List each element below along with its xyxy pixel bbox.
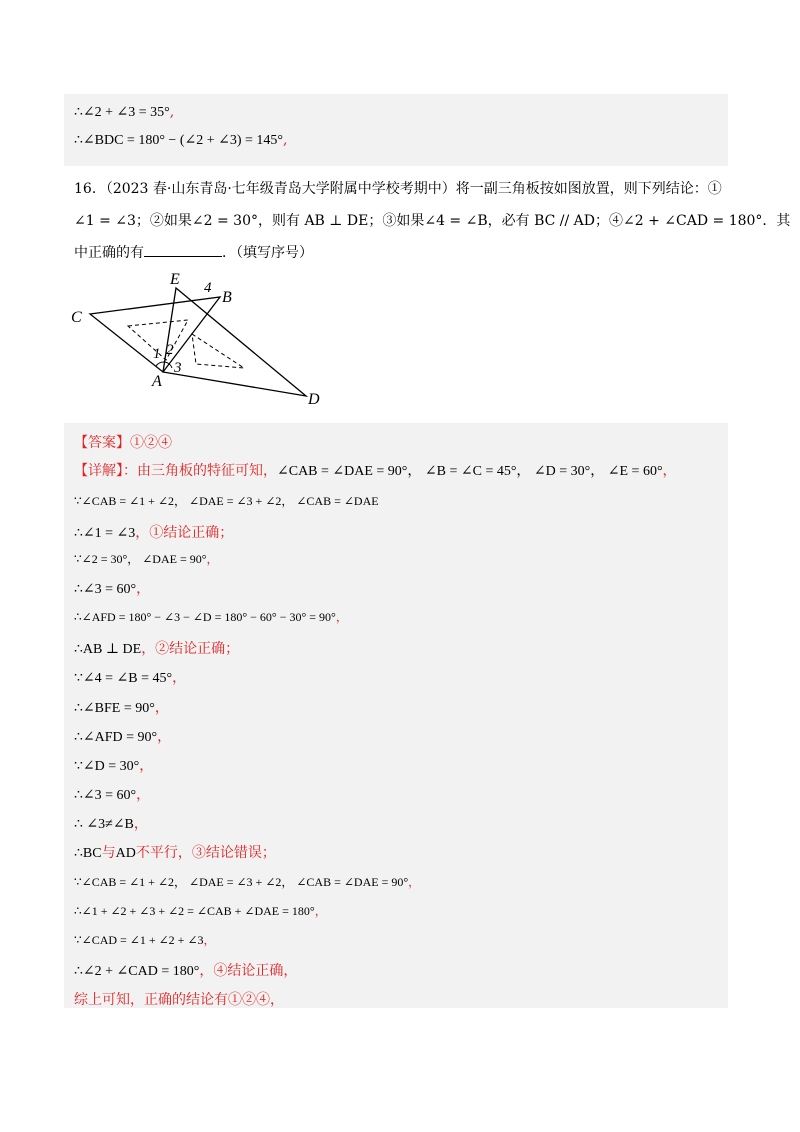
solution-step: ∵∠CAD = ∠1 + ∠2 + ∠3， (74, 933, 216, 947)
question-line: 16．（2023 春·山东青岛·七年级青岛大学附属中学校考期中）将一副三角板按如图放置，则下列结论：① (74, 181, 722, 197)
answer-blank[interactable] (144, 242, 222, 257)
label-E: E (170, 271, 180, 288)
solution-step: ∴∠3 = 60°， (74, 787, 151, 803)
question-line: ∠1 = ∠3；②如果∠2 = 30°，则有 AB ⊥ DE；③如果∠4 = ∠B，必有 BC // AD；④∠2 + ∠CAD = 180°．其 (74, 213, 791, 229)
solution-step: ∴∠BFE = 90°， (74, 700, 169, 716)
solution-step: ∵∠D = 30°， (74, 758, 154, 774)
question-line: 中正确的有 ．（填写序号） (74, 237, 724, 269)
solution-step: ∴∠2 + ∠CAD = 180°，④结论正确， (74, 963, 298, 979)
figure-lines (90, 288, 306, 396)
label-A: A (152, 373, 162, 390)
solution-step: ∵∠2 = 30°， ∠DAE = 90°， (74, 552, 219, 566)
solution-step: ∴AB ⊥ DE，②结论正确； (74, 641, 240, 657)
triangle-figure (60, 262, 340, 412)
label-C: C (71, 309, 82, 326)
label-B: B (222, 289, 232, 306)
question-16 (74, 173, 791, 269)
conclusion-line: 综上可知，正确的结论有①②④， (74, 992, 284, 1008)
answer-label: 【答案】①②④ (74, 435, 172, 451)
solution-step: ∵∠4 = ∠B = 45°， (74, 670, 187, 686)
solution-step: ∴∠1 = ∠3，①结论正确； (74, 525, 234, 541)
label-3: 3 (174, 360, 182, 376)
detail-line: 【详解】：由三角板的特征可知，∠CAB = ∠DAE = 90°， ∠B = ∠C = 45°， ∠D = 30°， ∠E = 60°， (74, 463, 677, 479)
label-1: 1 (153, 346, 161, 362)
label-4: 4 (204, 280, 212, 296)
solution-step: ∵∠CAB = ∠1 + ∠2， ∠DAE = ∠3 + ∠2， ∠CAB = ∠DAE (74, 494, 379, 508)
solution-step: ∴∠AFD = 180° − ∠3 − ∠D = 180° − 60° − 30° = 90°， (74, 610, 348, 624)
solution-line: ∴∠BDC = 180° − (∠2 + ∠3) = 145°, (74, 132, 288, 148)
label-D: D (308, 391, 320, 408)
solution-step: ∵∠CAB = ∠1 + ∠2， ∠DAE = ∠3 + ∠2， ∠CAB = ∠DAE = 90°， (74, 875, 421, 889)
label-2: 2 (166, 342, 174, 358)
solution-step: ∴∠AFD = 90°， (74, 729, 172, 745)
solution-step: ∴∠1 + ∠2 + ∠3 + ∠2 = ∠CAB + ∠DAE = 180°， (74, 904, 327, 918)
solution-step: ∴∠3 = 60°， (74, 581, 151, 597)
solution-step: ∴BC与AD不平行，③结论错误； (74, 845, 276, 861)
solution-line: ∴∠2 + ∠3 = 35°, (74, 104, 175, 120)
solution-step: ∴ ∠3≠∠B， (74, 816, 148, 832)
